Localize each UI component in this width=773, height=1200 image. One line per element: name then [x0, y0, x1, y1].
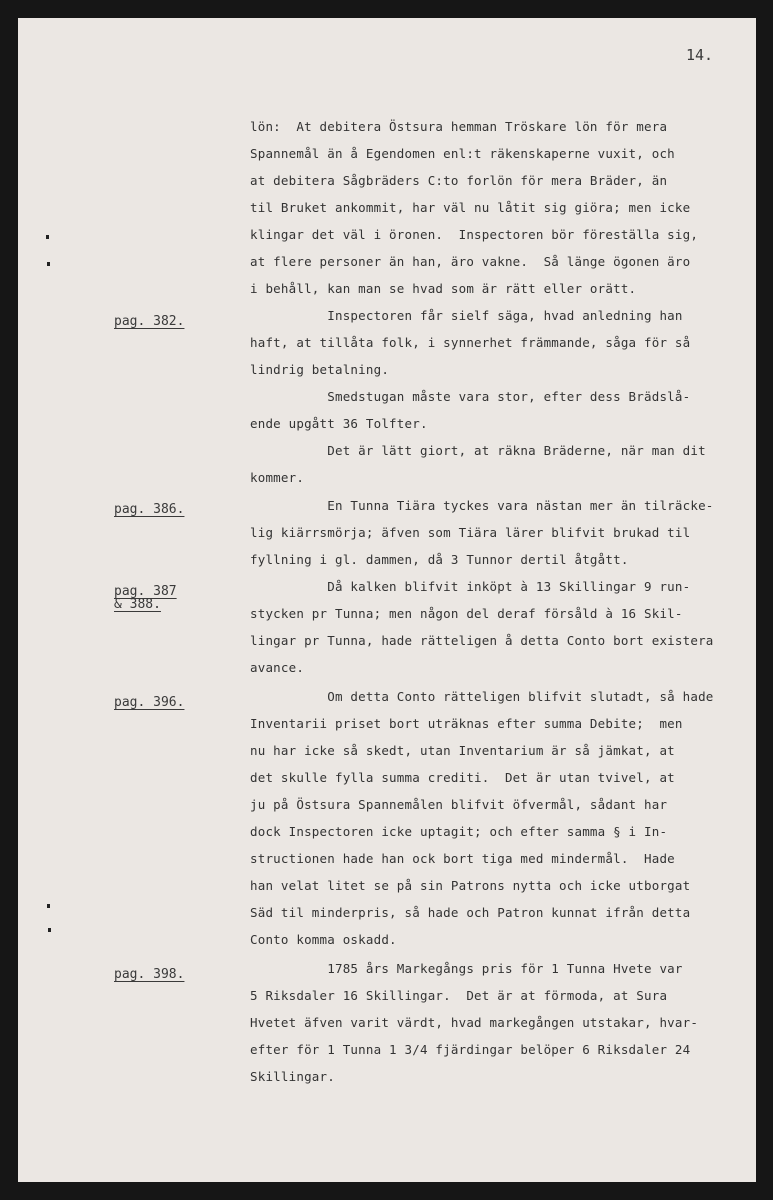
margin-reference: pag. 386.	[114, 502, 185, 517]
text-line: Säd til minderpris, så hade och Patron kunnat ifrån detta	[250, 905, 691, 920]
text-line: avance.	[250, 660, 305, 675]
text-line: 1785 års Markegångs pris för 1 Tunna Hvete var	[250, 961, 683, 976]
text-line: kommer.	[250, 470, 305, 485]
text-line: han velat litet se på sin Patrons nytta och icke utborgat	[250, 878, 691, 893]
text-line: at debitera Sågbräders C:to forlön för mera Bräder, än	[250, 173, 668, 188]
text-line: det skulle fylla summa crediti. Det är utan tvivel, at	[250, 770, 675, 785]
text-line: at flere personer än han, äro vakne. Så länge ögonen äro	[250, 254, 691, 269]
margin-reference: pag. 396.	[114, 695, 185, 710]
text-line: Det är lätt giort, at räkna Bräderne, när man dit	[250, 443, 706, 458]
text-line: klingar det väl i öronen. Inspectoren bör föreställa sig,	[250, 227, 699, 242]
margin-reference: pag. 387 & 388.	[114, 584, 177, 612]
text-line: structionen hade han ock bort tiga med mindermål. Hade	[250, 851, 675, 866]
margin-mark	[46, 235, 49, 239]
text-line: 5 Riksdaler 16 Skillingar. Det är at förmoda, at Sura	[250, 988, 668, 1003]
margin-mark	[47, 904, 50, 908]
text-line: lön: At debitera Östsura hemman Tröskare lön för mera	[250, 119, 668, 134]
document-page	[18, 18, 756, 1182]
text-line: Om detta Conto rätteligen blifvit slutadt, så hade	[250, 689, 714, 704]
text-line: lig kiärrsmörja; äfven som Tiära lärer blifvit brukad til	[250, 525, 691, 540]
text-line: En Tunna Tiära tyckes vara nästan mer än tilräcke-	[250, 498, 714, 513]
text-line: Smedstugan måste vara stor, efter dess Brädslå-	[250, 389, 691, 404]
text-line: ende upgått 36 Tolfter.	[250, 416, 428, 431]
margin-reference: pag. 382.	[114, 314, 185, 329]
text-line: i behåll, kan man se hvad som är rätt eller orätt.	[250, 281, 637, 296]
text-line: Hvetet äfven varit värdt, hvad markegången utstakar, hvar-	[250, 1015, 699, 1030]
text-line: ju på Östsura Spannemålen blifvit öfvermål, sådant har	[250, 797, 668, 812]
text-line: stycken pr Tunna; men någon del deraf försåld à 16 Skil-	[250, 606, 683, 621]
text-line: Conto komma oskadd.	[250, 932, 397, 947]
text-line: nu har icke så skedt, utan Inventarium är så jämkat, at	[250, 743, 675, 758]
text-line: til Bruket ankommit, har väl nu låtit sig giöra; men icke	[250, 200, 691, 215]
text-line: dock Inspectoren icke uptagit; och efter samma § i In-	[250, 824, 668, 839]
text-line: fyllning i gl. dammen, då 3 Tunnor dertil åtgått.	[250, 552, 629, 567]
text-line: efter för 1 Tunna 1 3/4 fjärdingar belöper 6 Riksdaler 24	[250, 1042, 691, 1057]
text-line: lingar pr Tunna, hade rätteligen å detta Conto bort existera	[250, 633, 714, 648]
text-line: haft, at tillåta folk, i synnerhet främmande, såga för så	[250, 335, 691, 350]
text-line: Inventarii priset bort uträknas efter summa Debite; men	[250, 716, 683, 731]
text-line: Inspectoren får sielf säga, hvad anledning han	[250, 308, 683, 323]
text-line: lindrig betalning.	[250, 362, 390, 377]
page-number: 14.	[686, 46, 714, 64]
margin-mark	[47, 262, 50, 266]
text-line: Skillingar.	[250, 1069, 335, 1084]
margin-mark	[48, 928, 51, 932]
text-line: Då kalken blifvit inköpt à 13 Skillingar 9 run-	[250, 579, 691, 594]
margin-reference: pag. 398.	[114, 967, 185, 982]
text-line: Spannemål än å Egendomen enl:t räkenskaperne vuxit, och	[250, 146, 675, 161]
